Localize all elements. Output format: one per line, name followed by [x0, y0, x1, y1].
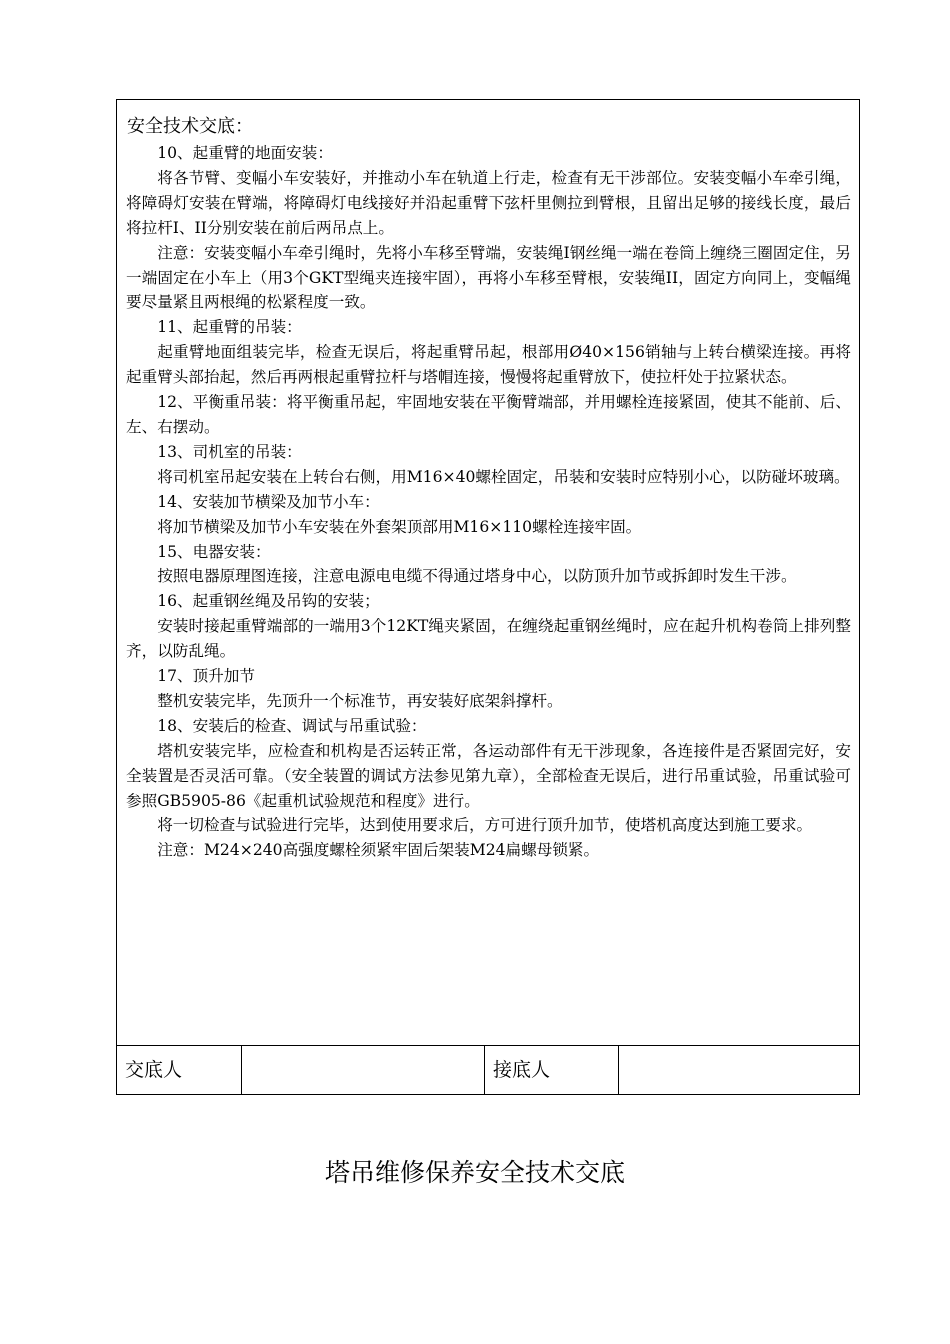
paragraph-10-title: 10、起重臂的地面安装： — [157, 144, 333, 162]
paragraph: 起重臂地面组装完毕，检查无误后，将起重臂吊起，根部用Ø40×156销轴与上转台横梁连接。再将起重臂头部抬起，然后再两根起重臂拉杆与塔帽连接，慢慢将起重臂放下，使拉杆处于拉紧状态。 — [126, 343, 851, 387]
receiver-label-cell — [485, 1046, 619, 1094]
paragraph-note: 注意：安装变幅小车牵引绳时，先将小车移至臂端，安装绳Ⅰ钢丝绳一端在卷筒上缠绕三圈固定住，另一端固定在小车上（用3个GKT型绳夹连接牢固），再将小车移至臂根，安装绳II，固定方向同上，变幅绳要尽量紧且两根绳的松紧程度一致。 — [126, 243, 851, 312]
paragraph-13-title: 13、司机室的吊装： — [157, 442, 302, 461]
paragraph: 塔机安装完毕，应检查和机构是否运转正常，各运动部件有无干涉现象，各连接件是否紧固完好，安全装置是否灵活可靠。（安全装置的调试方法参见第九章），全部检查无误后，进行吊重试验，吊重试验可参照GB5905-86《起重机试验规范和程度》进行。 — [126, 741, 851, 810]
paragraph-15-title: 15、电器安装： — [157, 542, 271, 561]
next-document-title: 塔吊维修保养安全技术交底 — [324, 1158, 625, 1187]
paragraph: 按照电器原理图连接，注意电源电电缆不得通过塔身中心，以防顶升加节或拆卸时发生干涉。 — [157, 567, 797, 586]
receiver-signature-field[interactable] — [619, 1046, 859, 1094]
disclosure-content — [117, 100, 859, 1046]
paragraph: 整机安装完毕，先顶升一个标准节，再安装好底架斜撑杆。 — [157, 691, 563, 710]
paragraph-11-title: 11、起重臂的吊装： — [157, 318, 302, 337]
giver-signature-field[interactable] — [242, 1046, 485, 1094]
section-heading: 安全技术交底： — [127, 116, 253, 137]
paragraph-12: 12、平衡重吊装：将平衡重吊起，牢固地安装在平衡臂端部，并用螺栓连接紧固，使其不能前、后、左、右摆动。 — [126, 393, 851, 436]
receiver-label: 接底人 — [493, 1059, 551, 1081]
paragraph: 安装时接起重臂端部的一端用3个12KT绳夹紧固，在缠绕起重钢丝绳时，应在起升机构卷筒上排列整齐，以防乱绳。 — [126, 617, 851, 661]
paragraph: 将司机室吊起安装在上转台右侧，用M16×40螺栓固定，吊装和安装时应特别小心，以防碰坏玻璃。 — [157, 467, 850, 486]
paragraph: 将各节臂、变幅小车安装好，并推动小车在轨道上行走，检查有无干涉部位。安装变幅小车牵引绳，将障碍灯安装在臂端，将障碍灯电线接好并沿起重臂下弦杆里侧拉到臂根，且留出足够的接线长度，最后将拉杆I、II分别安装在前后两吊点上。 — [126, 168, 851, 237]
giver-label-cell — [117, 1046, 242, 1094]
paragraph-14-title: 14、安装加节横梁及加节小车： — [157, 492, 380, 511]
paragraph-16-title: 16、起重钢丝绳及吊钩的安装； — [157, 592, 380, 611]
disclosure-form — [116, 99, 860, 1095]
paragraph-note: 注意：M24×240高强度螺栓须紧牢固后架装M24扁螺母锁紧。 — [157, 841, 600, 860]
giver-label: 交底人 — [125, 1059, 183, 1081]
signature-row — [117, 1046, 859, 1094]
paragraph: 将一切检查与试验进行完毕，达到使用要求后，方可进行顶升加节，使塔机高度达到施工要求。 — [157, 816, 813, 835]
paragraph: 将加节横梁及加节小车安装在外套架顶部用M16×110螺栓连接牢固。 — [157, 517, 642, 536]
paragraph-18-title: 18、安装后的检查、调试与吊重试验： — [157, 716, 427, 735]
paragraph-17-title: 17、顶升加节 — [157, 667, 255, 686]
